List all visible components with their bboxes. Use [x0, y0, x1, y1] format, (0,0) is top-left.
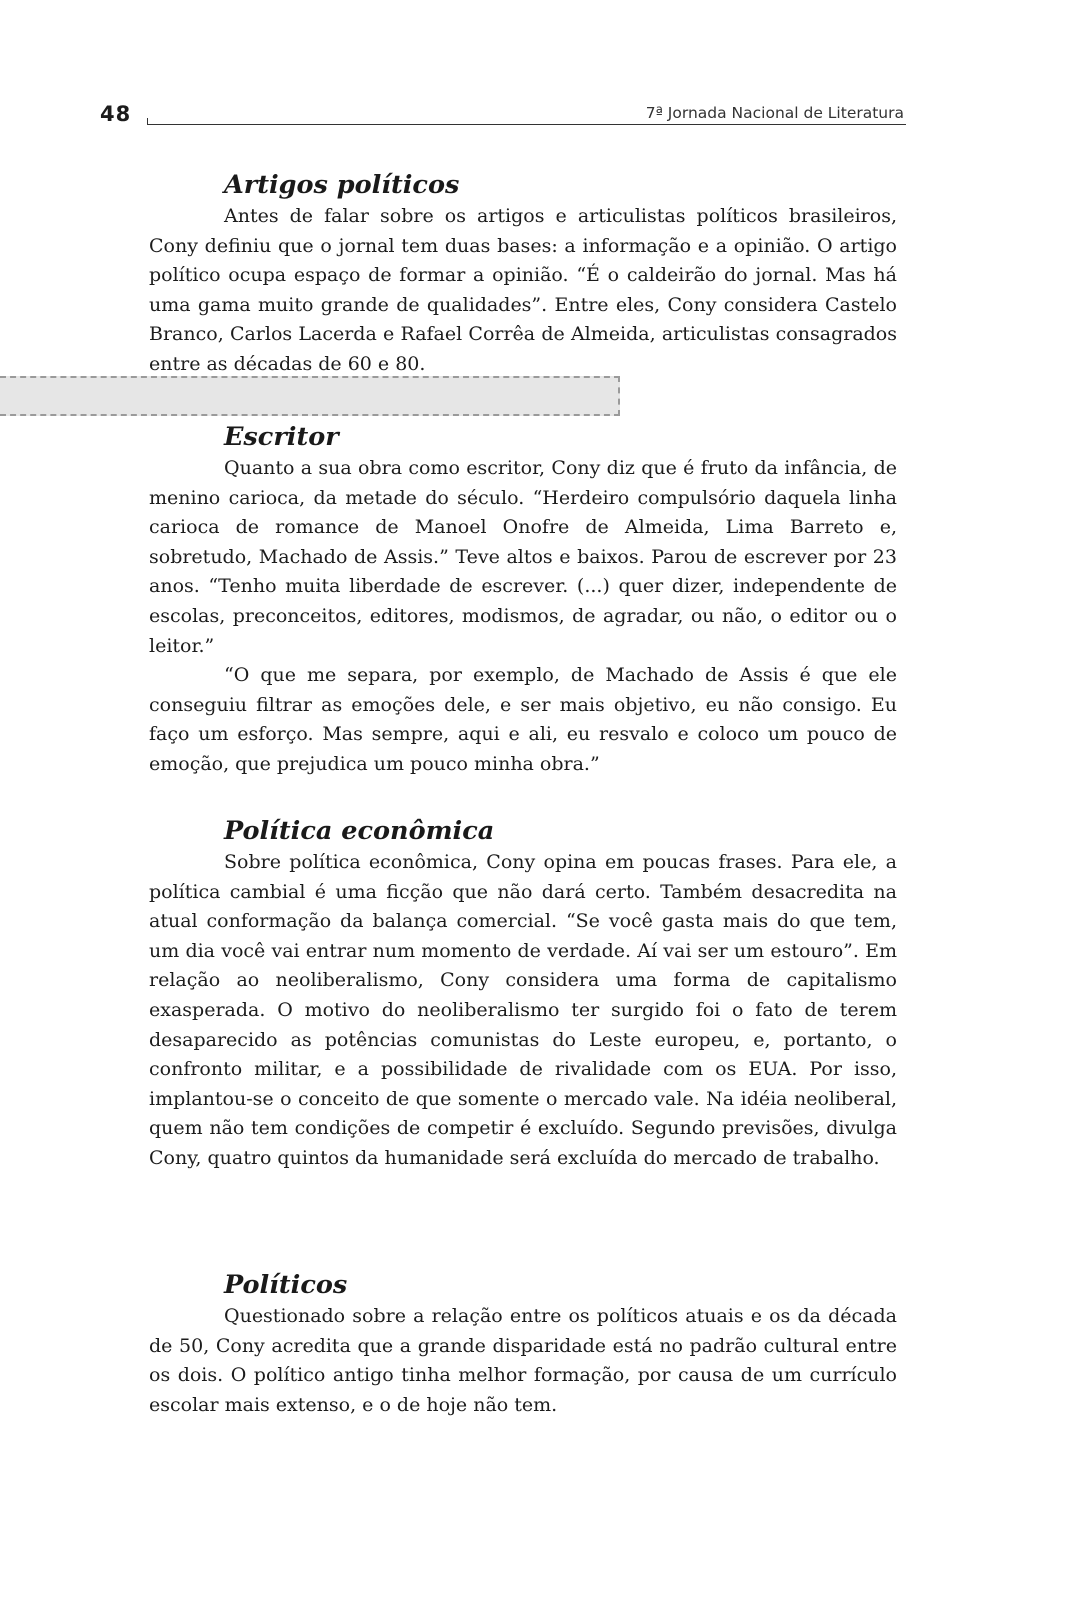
section-artigos-politicos	[149, 168, 897, 380]
section-politica-economica	[149, 814, 897, 1174]
paragraph: Antes de falar sobre os artigos e articulistas políticos brasileiros, Cony definiu que o jornal tem duas bases: a informação e a opinião. O artigo político ocupa espaço de formar a opinião. “É o caldeirão do jornal. Mas há uma gama muito grande de qualidades”. Entre eles, Cony considera Castelo Branco, Carlos Lacerda e Rafael Corrêa de Almeida, articulistas consagrados entre as décadas de 60 e 80.	[149, 205, 897, 375]
section-title: Artigos políticos	[224, 170, 460, 200]
section-politicos	[149, 1268, 897, 1420]
section-title: Políticos	[224, 1270, 348, 1300]
paragraph: “O que me separa, por exemplo, de Machado de Assis é que ele conseguiu filtrar as emoções dele, e ser mais objetivo, eu não consigo. Eu faço um esforço. Mas sempre, aqui e ali, eu resvalo e coloco um pouco de emoção, que prejudica um pouco minha obra.”	[149, 664, 897, 775]
paragraph: Quanto a sua obra como escritor, Cony diz que é fruto da infância, de menino carioca, da metade do século. “Herdeiro compulsório daquela linha carioca de romance de Manoel Onofre de Almeida, Lima Barreto e, sobretudo, Machado de Assis.” Teve altos e baixos. Parou de escrever por 23 anos. “Tenho muita liberdade de escrever. (...) quer dizer, independente de escolas, preconceitos, editores, modismos, de agradar, ou não, o editor ou o leitor.”	[149, 457, 897, 657]
paragraph: Sobre política econômica, Cony opina em poucas frases. Para ele, a política cambial é uma ficção que não dará certo. Também desacredita na atual conformação da balança comercial. “Se você gasta mais do que tem, um dia você vai entrar num momento de verdade. Aí vai ser um estouro”. Em relação ao neoliberalismo, Cony considera uma forma de capitalismo exasperada. O motivo do neoliberalismo ter surgido foi o fato de terem desaparecido as potências comunistas do Leste europeu, e, portanto, o confronto militar, e a possibilidade de rivalidade com os EUA. Por isso, implantou-se o conceito de que somente o mercado vale. Na idéia neoliberal, quem não tem condições de competir é excluído. Segundo previsões, divulga Cony, quatro quintos da humanidade será excluída do mercado de trabalho.	[149, 851, 897, 1169]
header-rule	[147, 124, 906, 125]
section-title: Escritor	[224, 422, 339, 452]
section-title: Política econômica	[224, 816, 495, 846]
page-header	[100, 96, 906, 130]
dashed-cut-band	[0, 376, 620, 416]
page-number: 48	[100, 102, 132, 126]
paragraph: Questionado sobre a relação entre os políticos atuais e os da década de 50, Cony acredita que a grande disparidade está no padrão cultural entre os dois. O político antigo tinha melhor formação, por causa de um currículo escolar mais extenso, e o de hoje não tem.	[149, 1305, 897, 1416]
section-escritor	[149, 420, 897, 780]
running-head: 7ª Jornada Nacional de Literatura	[645, 104, 904, 122]
